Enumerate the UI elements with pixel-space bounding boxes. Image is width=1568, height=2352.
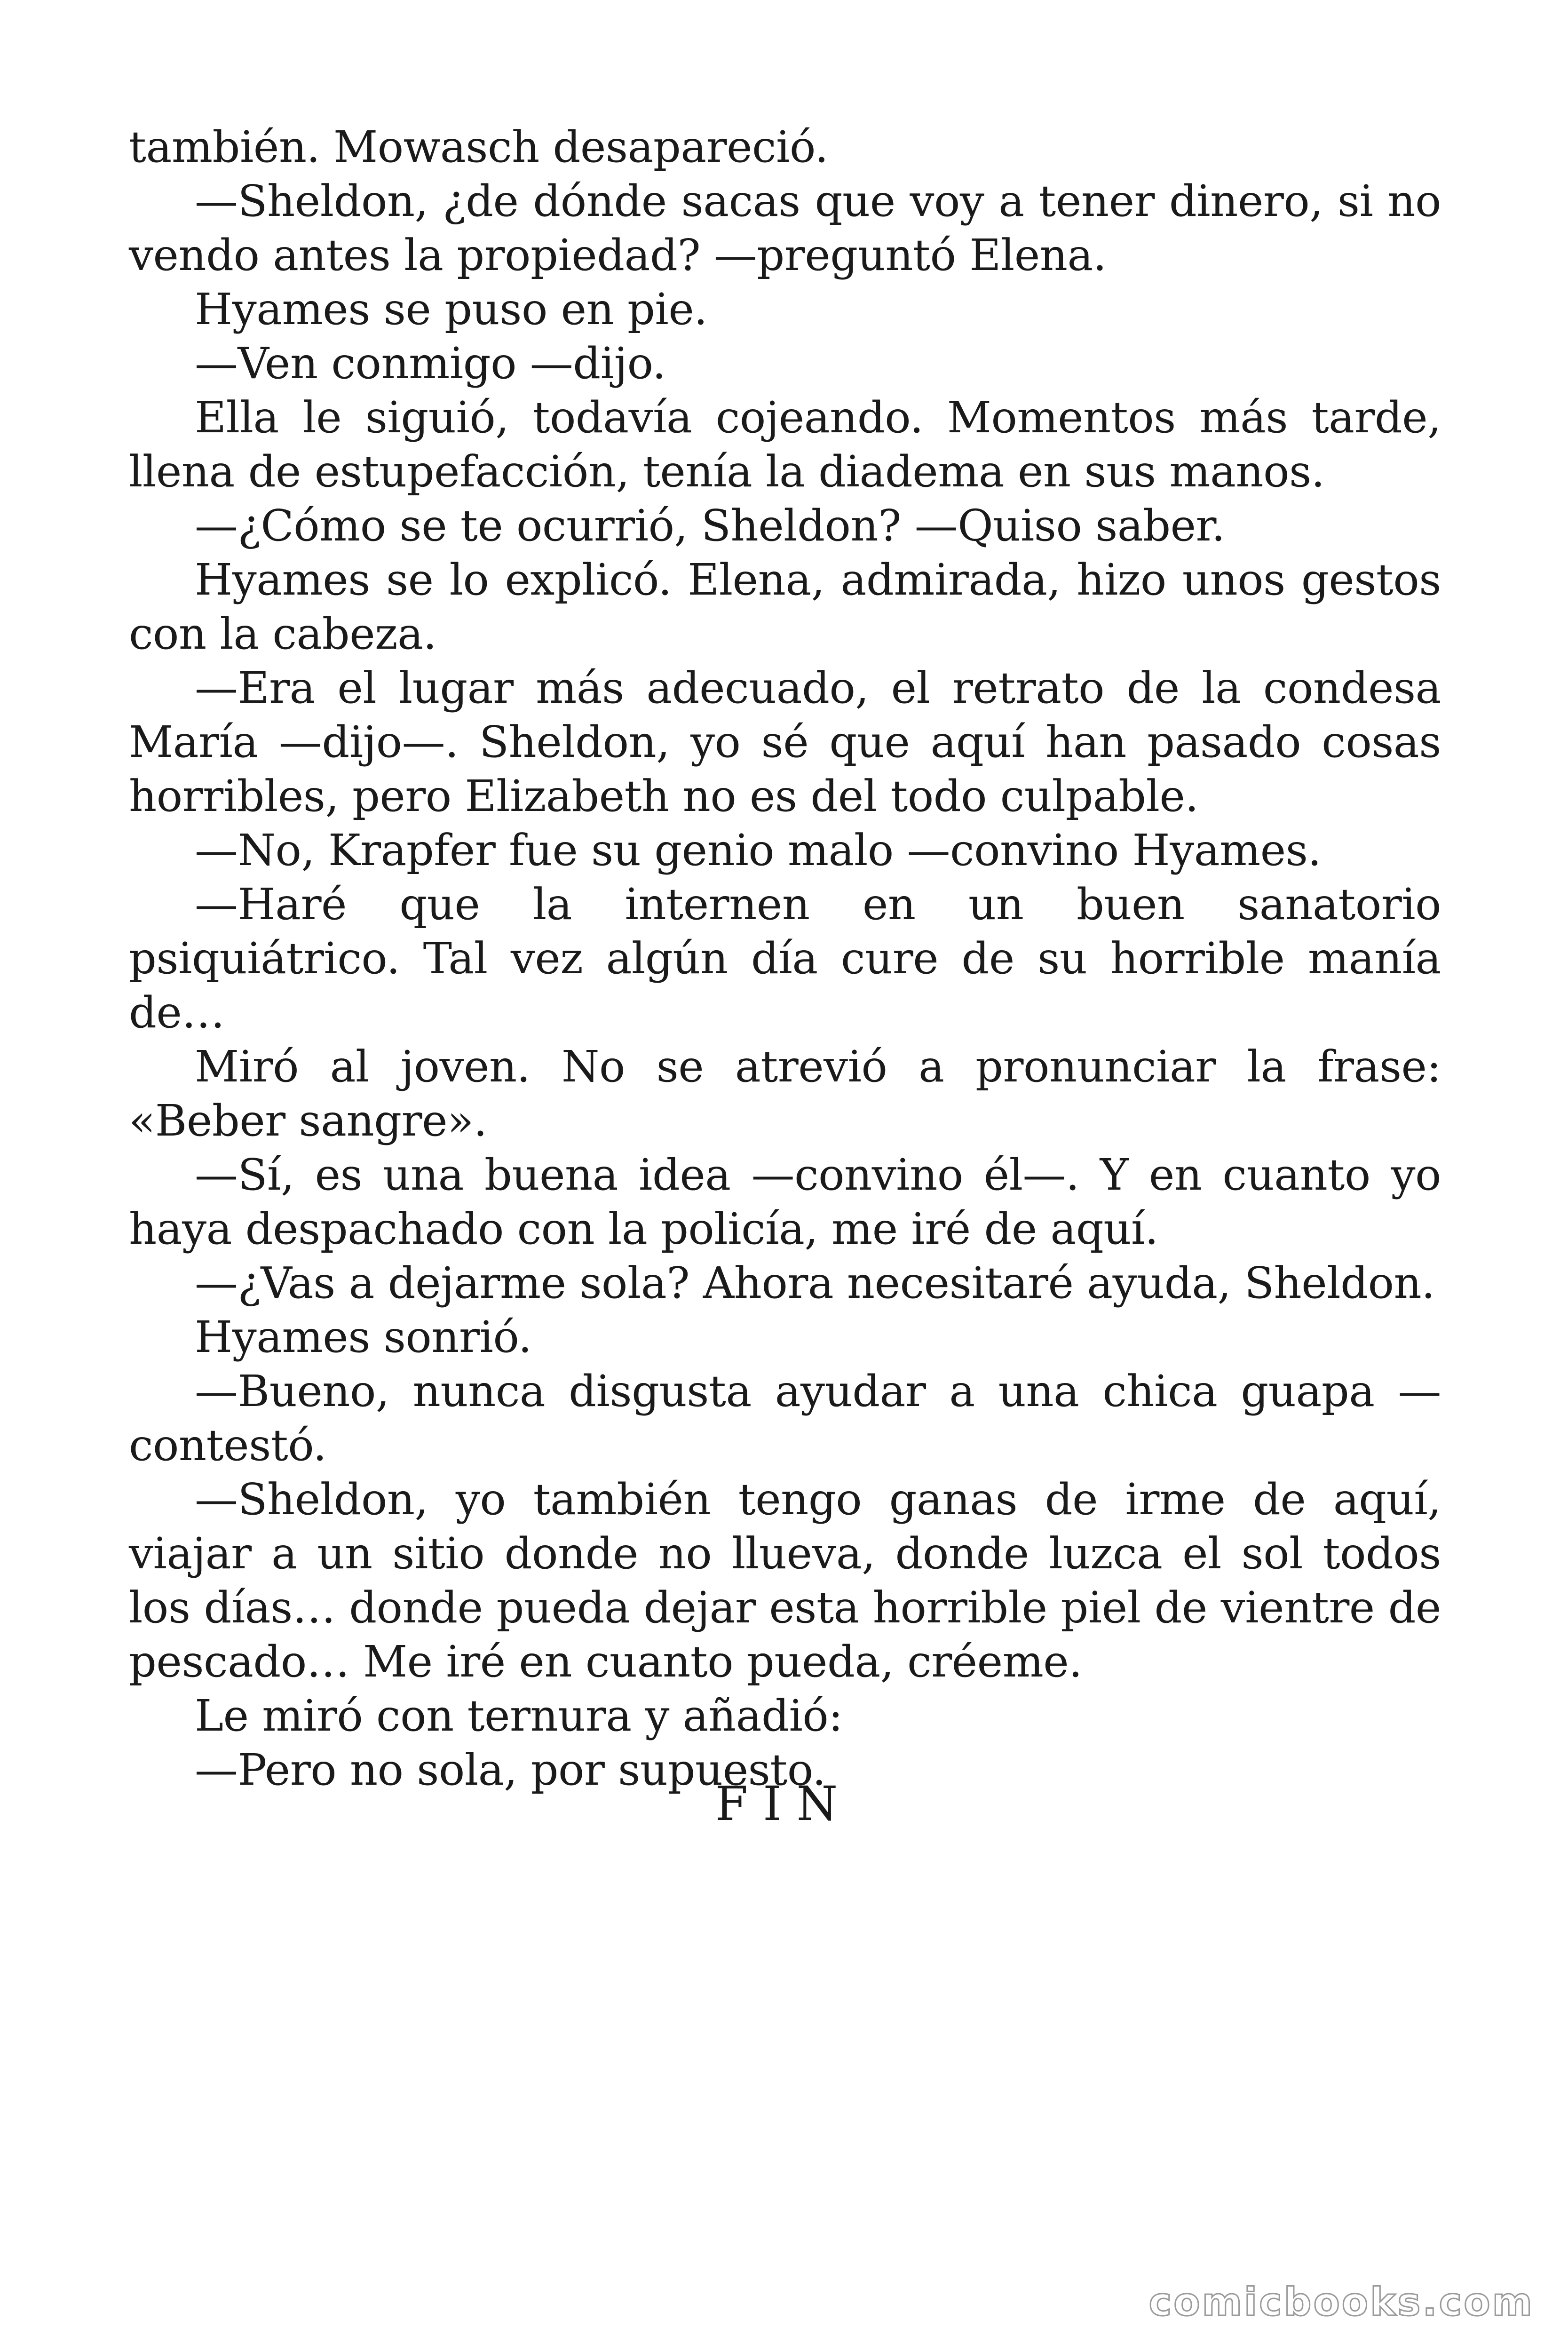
paragraph-15: —Bueno, nunca disgusta ayudar a una chica guapa —contestó. [129,1366,1441,1470]
watermark: comicbooks.com [1148,2280,1534,2325]
paragraph-10: —Haré que la internen en un buen sanatorio psiquiátrico. Tal vez algún día cure de su horrible manía de… [129,879,1441,1038]
paragraph-14: Hyames sonrió. [195,1312,532,1362]
paragraph-12: —Sí, es una buena idea —convino él—. Y en cuanto yo haya despachado con la policía, me iré de aquí. [129,1150,1441,1254]
paragraph-6: —¿Cómo se te ocurrió, Sheldon? —Quiso saber. [195,501,1225,551]
paragraph-16: —Sheldon, yo también tengo ganas de irme de aquí, viajar a un sitio donde no llueva, donde luzca el sol todos los días… donde pueda dejar esta horrible piel de vientre de pescado… Me iré en cuanto pueda, créeme. [129,1474,1441,1687]
book-page-body [129,120,1441,1797]
paragraph-11: Miró al joven. No se atrevió a pronunciar la frase: «Beber sangre». [129,1041,1441,1146]
paragraph-7: Hyames se lo explicó. Elena, admirada, hizo unos gestos con la cabeza. [129,555,1441,659]
paragraph-18: —Pero no sola, por supuesto. [195,1745,826,1795]
paragraph-17: Le miró con ternura y añadió: [195,1691,843,1741]
paragraph-1: también. Mowasch desapareció. [129,122,829,172]
paragraph-9: —No, Krapfer fue su genio malo —convino Hyames. [195,825,1322,875]
paragraph-5: Ella le siguió, todavía cojeando. Momentos más tarde, llena de estupefacción, tenía la diadema en sus manos. [129,392,1441,497]
the-end-mark: FIN [715,1776,853,1831]
paragraph-13: —¿Vas a dejarme sola? Ahora necesitaré ayuda, Sheldon. [195,1258,1435,1308]
paragraph-3: Hyames se puso en pie. [195,284,708,334]
paragraph-8: —Era el lugar más adecuado, el retrato de la condesa María —dijo—. Sheldon, yo sé que aquí han pasado cosas horribles, pero Elizabeth no es del todo culpable. [129,663,1441,821]
paragraph-4: —Ven conmigo —dijo. [195,338,666,389]
paragraph-2: —Sheldon, ¿de dónde sacas que voy a tener dinero, si no vendo antes la propiedad? —preguntó Elena. [129,176,1441,280]
